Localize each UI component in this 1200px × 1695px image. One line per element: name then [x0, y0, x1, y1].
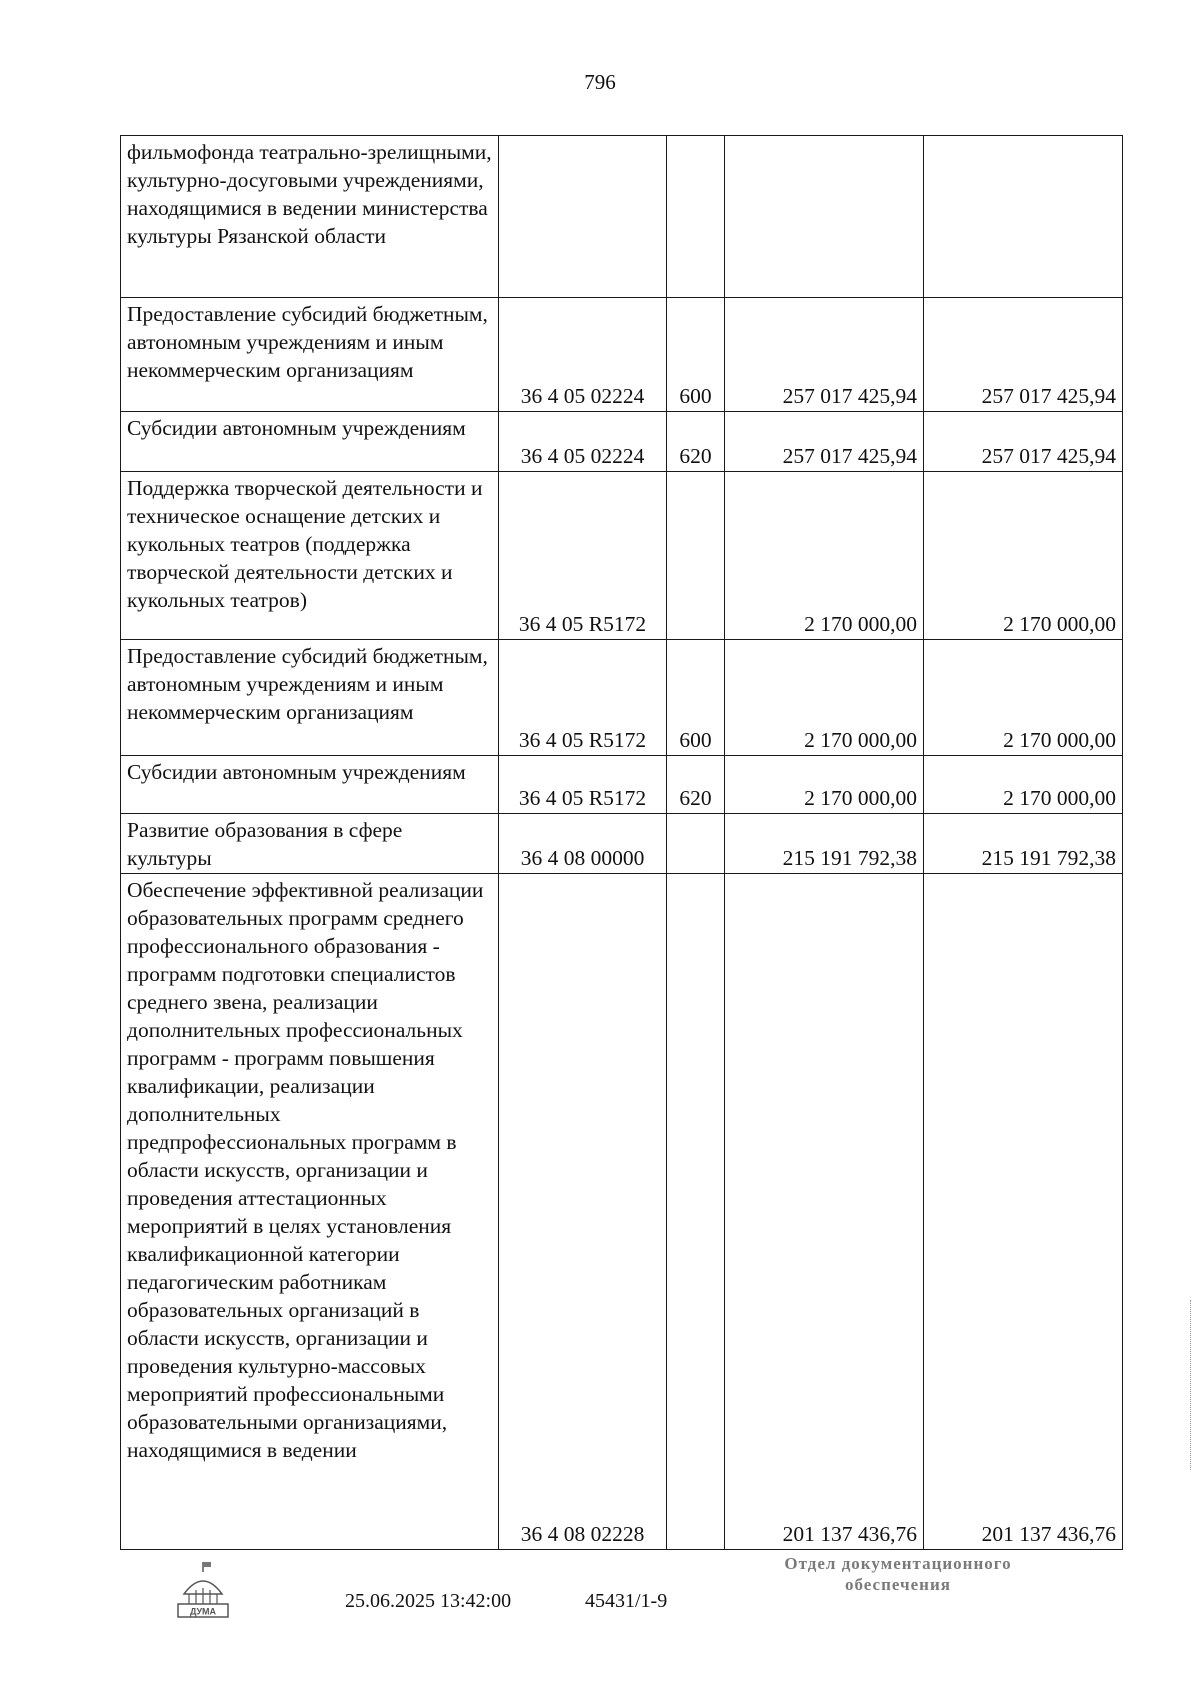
row-vr [667, 814, 725, 874]
table-row [121, 298, 1123, 412]
row-amount-2: 257 017 425,94 [924, 298, 1123, 412]
footer-doc-id: 45431/1-9 [585, 1590, 668, 1612]
row-code: 36 4 08 02228 [499, 874, 667, 1550]
row-vr [667, 136, 725, 298]
table-row [121, 756, 1123, 814]
table-row [121, 874, 1123, 1550]
row-name: Развитие образования в сфере культуры [121, 814, 499, 874]
row-amount-1: 2 170 000,00 [725, 640, 924, 756]
footer-datetime: 25.06.2025 13:42:00 [345, 1590, 512, 1612]
duma-emblem-svg [172, 1560, 234, 1622]
department-stamp [748, 1553, 1048, 1595]
row-name: Обеспечение эффективной реализации образовательных программ среднего профессионального образования - программ подготовки специалистов среднего звена, реализации дополнительных профессиональных программ - программ повышения квалификации, реализации дополнительных предпрофессиональных программ в области искусств, организации и проведения аттестационных мероприятий в целях установления квалификационной категории педагогическим работникам образовательных организаций в области искусств, организации и проведения культурно-массовых мероприятий профессиональными образовательными организациями, находящимися в ведении [121, 874, 499, 1550]
budget-table [120, 135, 1123, 1550]
row-code: 36 4 05 R5172 [499, 640, 667, 756]
row-code [499, 136, 667, 298]
row-amount-2: 2 170 000,00 [924, 756, 1123, 814]
row-code: 36 4 05 R5172 [499, 756, 667, 814]
row-amount-1 [725, 136, 924, 298]
row-name: Предоставление субсидий бюджетным, автономным учреждениям и иным некоммерческим организациям [121, 298, 499, 412]
row-code: 36 4 05 02224 [499, 412, 667, 472]
row-amount-2: 2 170 000,00 [924, 640, 1123, 756]
row-name: Предоставление субсидий бюджетным, автономным учреждениям и иным некоммерческим организациям [121, 640, 499, 756]
row-amount-1: 201 137 436,76 [725, 874, 924, 1550]
row-amount-1: 257 017 425,94 [725, 412, 924, 472]
row-vr [667, 874, 725, 1550]
table-row [121, 814, 1123, 874]
row-amount-2 [924, 136, 1123, 298]
row-name: Субсидии автономным учреждениям [121, 412, 499, 472]
table-row [121, 412, 1123, 472]
row-amount-2: 215 191 792,38 [924, 814, 1123, 874]
row-vr: 620 [667, 756, 725, 814]
row-name: фильмофонда театрально-зрелищными, культурно-досуговыми учреждениями, находящимися в ведении министерства культуры Рязанской области [121, 136, 499, 298]
row-vr: 620 [667, 412, 725, 472]
row-vr: 600 [667, 298, 725, 412]
row-code: 36 4 05 02224 [499, 298, 667, 412]
row-name: Субсидии автономным учреждениям [121, 756, 499, 814]
scan-edge-mark [1190, 1300, 1193, 1470]
table-row [121, 640, 1123, 756]
row-amount-1: 215 191 792,38 [725, 814, 924, 874]
row-code: 36 4 05 R5172 [499, 472, 667, 640]
row-amount-1: 2 170 000,00 [725, 472, 924, 640]
stamp-line-2: обеспечения [845, 1575, 951, 1594]
row-vr [667, 472, 725, 640]
emblem-text: ДУМА [189, 1606, 217, 1617]
row-code: 36 4 08 00000 [499, 814, 667, 874]
table-row [121, 136, 1123, 298]
row-name: Поддержка творческой деятельности и техническое оснащение детских и кукольных театров (поддержка творческой деятельности детских и кукольных театров) [121, 472, 499, 640]
page-number: 796 [584, 70, 616, 94]
row-amount-1: 2 170 000,00 [725, 756, 924, 814]
row-amount-2: 2 170 000,00 [924, 472, 1123, 640]
duma-emblem-icon [172, 1560, 234, 1622]
row-vr: 600 [667, 640, 725, 756]
row-amount-2: 201 137 436,76 [924, 874, 1123, 1550]
stamp-line-1: Отдел документационного [784, 1554, 1012, 1573]
row-amount-2: 257 017 425,94 [924, 412, 1123, 472]
table-row [121, 472, 1123, 640]
row-amount-1: 257 017 425,94 [725, 298, 924, 412]
